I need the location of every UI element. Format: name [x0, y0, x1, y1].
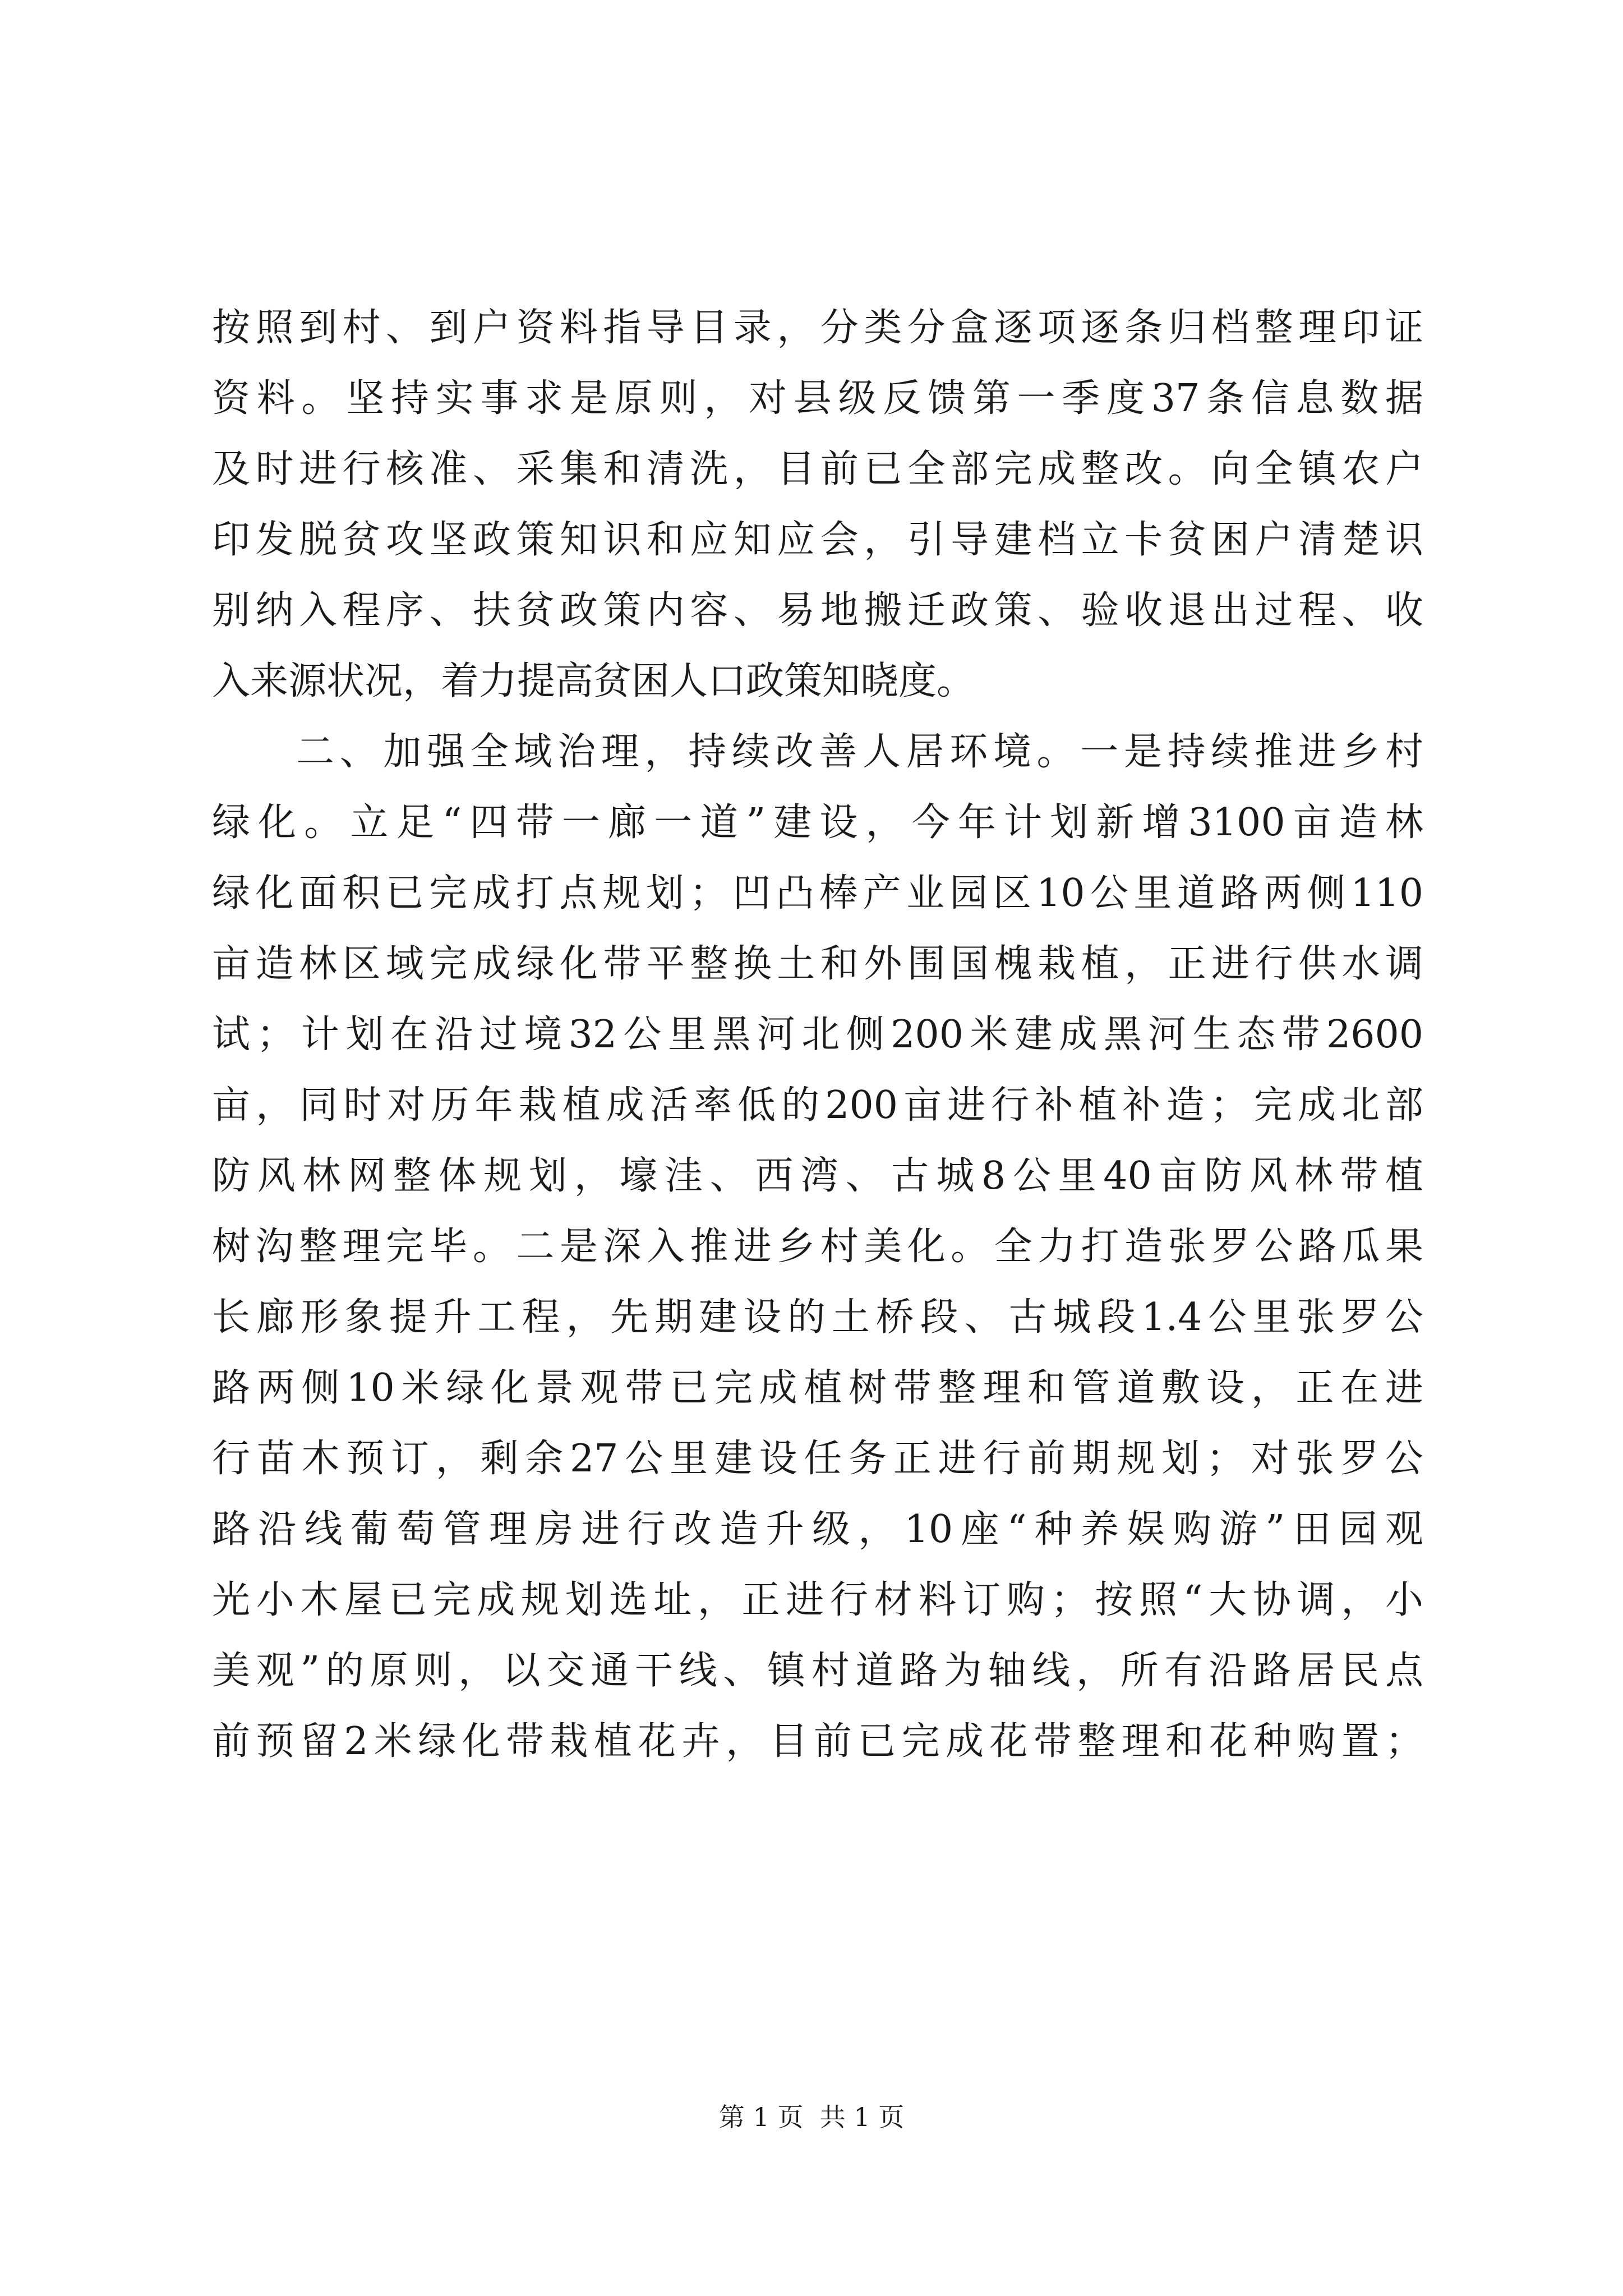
text-line: 入来源状况，着力提高贫困人口政策知晓度。 — [212, 659, 975, 703]
text-line: 长廊形象提升工程，先期建设的土桥段、古城段1.4公里张罗公 — [212, 1295, 1423, 1340]
text-line: 树沟整理完毕。二是深入推进乡村美化。全力打造张罗公路瓜果 — [212, 1225, 1423, 1269]
text-line: 别纳入程序、扶贫政策内容、易地搬迁政策、验收退出过程、收 — [212, 588, 1423, 633]
text-line: 资料。坚持实事求是原则，对县级反馈第一季度37条信息数据 — [212, 376, 1423, 421]
page-number-footer: 第 1 页 共 1 页 — [718, 2102, 905, 2132]
text-line: 按照到村、到户资料指导目录，分类分盒逐项逐条归档整理印证 — [212, 306, 1423, 350]
text-line: 试；计划在沿过境32公里黑河北侧200米建成黑河生态带2600 — [212, 1013, 1423, 1057]
document-body — [212, 293, 1423, 1777]
text-line: 及时进行核准、采集和清洗，目前已全部完成整改。向全镇农户 — [212, 447, 1423, 491]
text-line: 亩，同时对历年栽植成活率低的200亩进行补植补造；完成北部 — [212, 1083, 1423, 1128]
text-line: 路沿线葡萄管理房进行改造升级，10座“种养娱购游”田园观 — [212, 1507, 1423, 1552]
text-line: 绿化面积已完成打点规划；凹凸棒产业园区10公里道路两侧110 — [212, 871, 1423, 915]
text-line: 绿化。立足“四带一廊一道”建设，今年计划新增3100亩造林 — [212, 800, 1423, 845]
text-line: 印发脱贫攻坚政策知识和应知应会，引导建档立卡贫困户清楚识 — [212, 518, 1423, 562]
text-line: 美观”的原则，以交通干线、镇村道路为轴线，所有沿路居民点 — [212, 1649, 1423, 1693]
text-line: 亩造林区域完成绿化带平整换土和外围国槐栽植，正进行供水调 — [212, 942, 1423, 986]
text-line: 前预留2米绿化带栽植花卉，目前已完成花带整理和花种购置； — [212, 1719, 1423, 1764]
section-heading-line: 二、加强全域治理，持续改善人居环境。一是持续推进乡村 — [296, 730, 1423, 774]
text-line: 防风林网整体规划，壕洼、西湾、古城8公里40亩防风林带植 — [212, 1154, 1423, 1198]
text-line: 光小木屋已完成规划选址，正进行材料订购；按照“大协调，小 — [212, 1578, 1423, 1622]
text-line: 行苗木预订，剩余27公里建设任务正进行前期规划；对张罗公 — [212, 1437, 1423, 1481]
text-line: 路两侧10米绿化景观带已完成植树带整理和管道敷设，正在进 — [212, 1366, 1423, 1410]
